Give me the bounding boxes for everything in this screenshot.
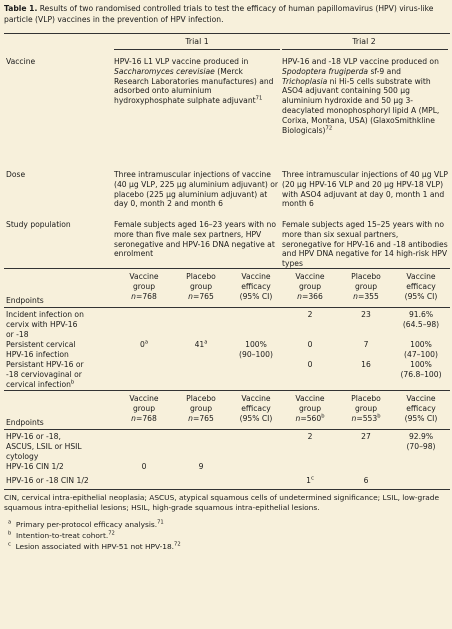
- s2-row2-label: HPV-16 CIN 1/2: [6, 462, 64, 471]
- s1-row3-t2-vaccine: 0: [307, 360, 313, 369]
- t2-placebo-group-header: Placebo group n=355: [351, 272, 381, 301]
- s2-row2-t1-vaccine: 0: [141, 462, 147, 471]
- t2-efficacy-header: Vaccine efficacy (95% CI): [404, 272, 438, 301]
- s1-row3-label: Persistant HPV-16 or -18 cerviovaginal or cervical infection$^b$: [6, 360, 84, 389]
- s1-row2-label: Persistent cervical HPV-16 infection: [6, 340, 76, 359]
- rule-trial-1: [114, 49, 280, 50]
- trial-2-dose: Three intramuscular injections of 40 µg VLP (20 µg HPV-16 VLP and 20 µg HPV-18 VLP) with ASO4 adjuvant at day 0, month 1 and month 6: [282, 170, 448, 209]
- s1-row3-t2-efficacy: 100% (76.8–100): [400, 360, 442, 379]
- footnote-c: $^c$ Lesion associated with HPV-51 not HPV-18.72: [8, 541, 181, 551]
- caption-label: Table 1.: [4, 4, 38, 13]
- s2-row1-t2-efficacy: 92.9% (70–98): [406, 432, 436, 451]
- s1-row1-t2-vaccine: 2: [307, 310, 313, 319]
- trial-1-vaccine: HPV-16 L1 VLP vaccine produced in Saccharomyces cerevisiae (Merck Research Laboratories manufactures) and adsorbed onto aluminium hydroxyphosphate sulphate adjuvant$^{71}$: [114, 57, 274, 106]
- s1-row2-t1-vaccine: 0$^a$: [139, 339, 149, 349]
- trial-1-population: Female subjects aged 16–23 years with no more than five male sex partners, HPV seronegative and HPV-16 DNA negative at enrolment: [114, 220, 276, 259]
- rule-bottom: [4, 489, 450, 490]
- t1-vaccine-group-header: Vaccine group n=768: [129, 272, 159, 301]
- s2-row3-t2-vaccine: 1$^c$: [306, 475, 314, 485]
- s2-t1-placebo-group-header: Placebo group n=765: [186, 394, 216, 423]
- s2-t1-vaccine-group-header: Vaccine group n=768: [129, 394, 159, 423]
- s2-row2-t1-placebo: 9: [198, 462, 204, 471]
- s2-t2-efficacy-header: Vaccine efficacy (95% CI): [404, 394, 438, 423]
- t1-efficacy-header: Vaccine efficacy (95% CI): [239, 272, 273, 301]
- table-caption: [4, 4, 444, 25]
- s1-row2-t2-vaccine: 0: [307, 340, 313, 349]
- row-label-dose: Dose: [6, 170, 26, 179]
- s1-row1-t2-placebo: 23: [361, 310, 371, 319]
- rule-section-2-header: [4, 429, 450, 430]
- row-label-vaccine: Vaccine: [6, 57, 36, 66]
- s2-t2-placebo-group-header: Placebo group $n=553^b$: [351, 394, 381, 423]
- t1-placebo-group-header: Placebo group n=765: [186, 272, 216, 301]
- rule-section-1: [4, 268, 450, 269]
- s2-row1-t2-placebo: 27: [361, 432, 371, 441]
- trial-1-dose: Three intramuscular injections of vaccine (40 µg VLP, 225 µg aluminium adjuvant) or placebo (225 µg aluminium adjuvant) at day 0, month 2 and month 6: [114, 170, 279, 209]
- rule-trial-2: [282, 49, 448, 50]
- s2-row3-t2-placebo: 6: [363, 476, 369, 485]
- endpoints-label-2: Endpoints: [6, 418, 44, 427]
- rule-section-2: [4, 390, 450, 391]
- s1-row1-label: Incident infection on cervix with HPV-16 or -18: [6, 310, 84, 339]
- s2-t1-efficacy-header: Vaccine efficacy (95% CI): [239, 394, 273, 423]
- trial-2-vaccine: HPV-16 and -18 VLP vaccine produced on Spodoptera frugiperda sf-9 and Trichoplasia ni Hi-5 cells substrate with ASO4 adjuvant containing 500 µg aluminium hydroxide and 50 µg 3-deacylated monophosphoryl lipid A (MPL, Corixa, Montana, USA) (GlaxoSmithkline Biologicals)$^{72}$: [282, 57, 440, 135]
- row-label-population: Study population: [6, 220, 71, 229]
- s2-row1-label: HPV-16 or -18, ASCUS, LSIL or HSIL cytology: [6, 432, 82, 461]
- s1-row2-t2-efficacy: 100% (47–100): [404, 340, 438, 359]
- caption-text: Results of two randomised controlled trials to test the efficacy of human papillomavirus (HPV) virus-like particle (VLP) vaccines in the prevention of HPV infection.: [4, 4, 434, 24]
- s1-row1-t2-efficacy: 91.6% (64.5–98): [402, 310, 440, 329]
- s2-row1-t2-vaccine: 2: [307, 432, 313, 441]
- t2-vaccine-group-header: Vaccine group n=366: [295, 272, 325, 301]
- footnote-b: $^b$ Intention-to-treat cohort.$^{72}$: [8, 530, 115, 540]
- trial-2-population: Female subjects aged 15–25 years with no more than six sexual partners, seronegative for HPV-16 and -18 antibodies and HPV DNA negative for 14 high-risk HPV types: [282, 220, 448, 269]
- rule-section-1-header: [4, 307, 450, 308]
- s1-row2-t1-efficacy: 100% (90–100): [239, 340, 273, 359]
- trial-1-header: Trial 1: [185, 37, 209, 46]
- footnote-abbreviations: CIN, cervical intra-epithelial neoplasia; ASCUS, atypical squamous cells of undetermined significance; LSIL, low-grade squamous intra-epithelial lesions; HSIL, high-grade squamous intra-epithelial lesions.: [4, 493, 440, 512]
- endpoints-label-1: Endpoints: [6, 296, 44, 305]
- trial-2-header: Trial 2: [352, 37, 376, 46]
- s1-row2-t2-placebo: 7: [363, 340, 369, 349]
- s2-row3-label: HPV-16 or -18 CIN 1/2: [6, 476, 89, 485]
- s1-row2-t1-placebo: 41$^a$: [194, 339, 208, 349]
- footnote-a: $^a$ Primary per-protocol efficacy analysis.$^{71}$: [8, 519, 164, 529]
- s1-row3-t2-placebo: 16: [361, 360, 371, 369]
- s2-t2-vaccine-group-header: Vaccine group $n=560^b$: [295, 394, 325, 423]
